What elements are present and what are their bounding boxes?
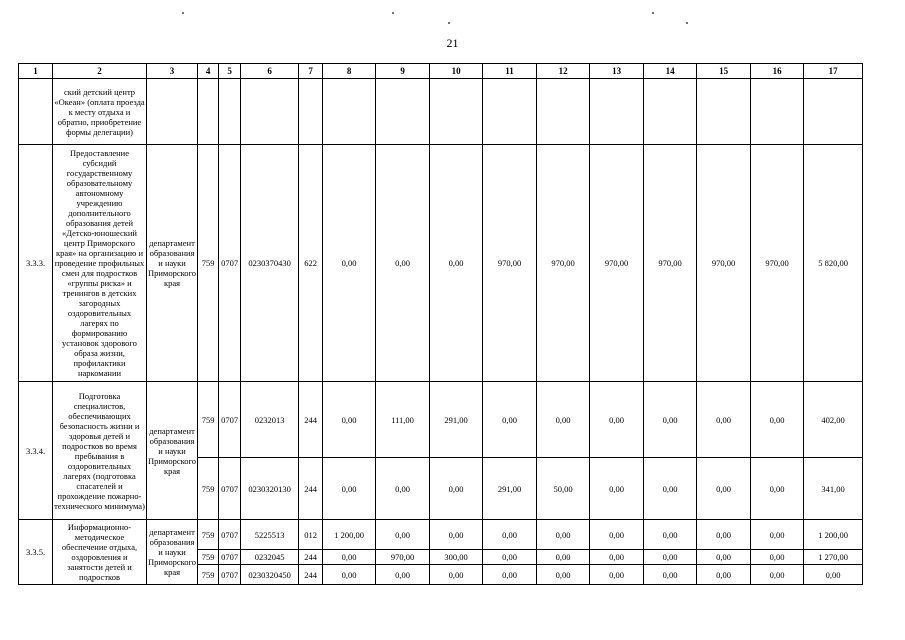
cell-vr: 244 bbox=[299, 458, 323, 520]
value-cell: 0,00 bbox=[483, 550, 537, 565]
value-cell: 0,00 bbox=[697, 458, 751, 520]
column-header: 1 bbox=[19, 64, 53, 79]
value-cell: 0,00 bbox=[697, 565, 751, 585]
cell-grbs: 759 bbox=[198, 520, 219, 550]
value-cell: 970,00 bbox=[483, 145, 537, 382]
value-cell: 0,00 bbox=[376, 458, 430, 520]
value-cell: 1 200,00 bbox=[323, 520, 376, 550]
scan-speck bbox=[686, 22, 688, 24]
value-cell: 1 200,00 bbox=[804, 520, 863, 550]
column-header: 16 bbox=[751, 64, 804, 79]
cell-csr: 0232045 bbox=[241, 550, 299, 565]
value-cell: 0,00 bbox=[590, 520, 644, 550]
value-cell: 0,00 bbox=[537, 382, 590, 458]
value-cell: 0,00 bbox=[483, 565, 537, 585]
value-cell: 0,00 bbox=[590, 565, 644, 585]
cell-grbs: 759 bbox=[198, 458, 219, 520]
value-cell: 0,00 bbox=[751, 458, 804, 520]
value-cell: 970,00 bbox=[590, 145, 644, 382]
item-code: 3.3.5. bbox=[19, 520, 53, 585]
scan-speck bbox=[182, 12, 184, 14]
value-cell: 291,00 bbox=[483, 458, 537, 520]
page-number: 21 bbox=[446, 36, 459, 50]
value-cell: 0,00 bbox=[804, 565, 863, 585]
cell-grbs: 759 bbox=[198, 565, 219, 585]
value-cell: 1 270,00 bbox=[804, 550, 863, 565]
item-code: 3.3.3. bbox=[19, 145, 53, 382]
cell-grbs: 759 bbox=[198, 382, 219, 458]
cell-vr: 244 bbox=[299, 382, 323, 458]
item-code: 3.3.4. bbox=[19, 382, 53, 520]
value-cell: 970,00 bbox=[537, 145, 590, 382]
cell-rzpr: 0707 bbox=[219, 145, 241, 382]
column-header: 12 bbox=[537, 64, 590, 79]
item-code bbox=[19, 79, 53, 145]
value-cell: 0,00 bbox=[537, 520, 590, 550]
value-cell: 0,00 bbox=[590, 382, 644, 458]
budget-table bbox=[18, 63, 863, 585]
value-cell: 0,00 bbox=[430, 145, 483, 382]
scan-speck bbox=[448, 22, 450, 24]
cell-vr: 622 bbox=[299, 145, 323, 382]
value-cell: 0,00 bbox=[430, 520, 483, 550]
value-cell: 0,00 bbox=[376, 520, 430, 550]
cell-csr: 0230320130 bbox=[241, 458, 299, 520]
value-cell: 0,00 bbox=[323, 145, 376, 382]
table-row bbox=[19, 520, 863, 550]
cell-grbs: 759 bbox=[198, 145, 219, 382]
table-row bbox=[19, 79, 863, 145]
value-cell: 970,00 bbox=[751, 145, 804, 382]
value-cell: 0,00 bbox=[430, 458, 483, 520]
cell-vr: 012 bbox=[299, 520, 323, 550]
column-header: 14 bbox=[644, 64, 697, 79]
value-cell: 0,00 bbox=[323, 458, 376, 520]
column-header: 3 bbox=[147, 64, 198, 79]
value-cell: 5 820,00 bbox=[804, 145, 863, 382]
value-cell: 50,00 bbox=[537, 458, 590, 520]
column-header: 11 bbox=[483, 64, 537, 79]
item-name: ский детский центр «Океан» (оплата проезда к месту отдыха и обратно, приобретение формы делегации) bbox=[53, 79, 147, 145]
table-row bbox=[19, 382, 863, 458]
value-cell: 0,00 bbox=[644, 520, 697, 550]
value-cell: 0,00 bbox=[697, 550, 751, 565]
header-row bbox=[19, 64, 863, 79]
value-cell: 970,00 bbox=[697, 145, 751, 382]
value-cell: 0,00 bbox=[751, 520, 804, 550]
item-name: Подготовка специалистов, обеспечивающих безопасность жизни и здоровья детей и подростков во время пребывания в оздоровительных лагерях (подготовка спасателей и прохождение пожарно-технического минимума) bbox=[53, 382, 147, 520]
cell-csr: 0232013 bbox=[241, 382, 299, 458]
cell-csr: 0230320450 bbox=[241, 565, 299, 585]
cell-rzpr: 0707 bbox=[219, 382, 241, 458]
item-name: Предоставление субсидий государственному образовательному автономному учреждению дополнительного образования детей «Детско-юношеский центр Приморского края» на организацию и проведение профильных смен для подростков «группы риска» и тренингов в детских загородных оздоровительных лагерях по формированию установок здорового образа жизни, профилактики наркомании bbox=[53, 145, 147, 382]
column-header: 8 bbox=[323, 64, 376, 79]
cell-rzpr: 0707 bbox=[219, 520, 241, 550]
value-cell: 0,00 bbox=[323, 565, 376, 585]
value-cell: 341,00 bbox=[804, 458, 863, 520]
scan-speck bbox=[392, 12, 394, 14]
column-header: 6 bbox=[241, 64, 299, 79]
scan-speck bbox=[652, 12, 654, 14]
cell-csr: 5225513 bbox=[241, 520, 299, 550]
value-cell: 0,00 bbox=[751, 565, 804, 585]
value-cell: 0,00 bbox=[644, 550, 697, 565]
value-cell: 291,00 bbox=[430, 382, 483, 458]
value-cell: 0,00 bbox=[644, 382, 697, 458]
value-cell: 0,00 bbox=[590, 550, 644, 565]
value-cell: 111,00 bbox=[376, 382, 430, 458]
value-cell: 0,00 bbox=[483, 382, 537, 458]
value-cell: 0,00 bbox=[697, 382, 751, 458]
column-header: 4 bbox=[198, 64, 219, 79]
cell-csr: 0230370430 bbox=[241, 145, 299, 382]
column-header: 13 bbox=[590, 64, 644, 79]
table-row bbox=[19, 145, 863, 382]
value-cell: 0,00 bbox=[430, 565, 483, 585]
item-name: Информационно-методическое обеспечение отдыха, оздоровления и занятости детей и подростков bbox=[53, 520, 147, 585]
value-cell: 0,00 bbox=[590, 458, 644, 520]
value-cell: 0,00 bbox=[376, 565, 430, 585]
value-cell: 0,00 bbox=[697, 520, 751, 550]
value-cell: 970,00 bbox=[644, 145, 697, 382]
cell-rzpr: 0707 bbox=[219, 565, 241, 585]
cell-rzpr: 0707 bbox=[219, 458, 241, 520]
column-header: 17 bbox=[804, 64, 863, 79]
column-header: 15 bbox=[697, 64, 751, 79]
value-cell: 402,00 bbox=[804, 382, 863, 458]
cell-rzpr: 0707 bbox=[219, 550, 241, 565]
department-cell bbox=[147, 79, 198, 145]
value-cell: 0,00 bbox=[537, 550, 590, 565]
column-header: 10 bbox=[430, 64, 483, 79]
value-cell: 0,00 bbox=[483, 520, 537, 550]
value-cell: 0,00 bbox=[323, 382, 376, 458]
column-header: 9 bbox=[376, 64, 430, 79]
department-cell: департамент образования и науки Приморского края bbox=[147, 145, 198, 382]
cell-grbs: 759 bbox=[198, 550, 219, 565]
value-cell: 0,00 bbox=[644, 458, 697, 520]
column-header: 7 bbox=[299, 64, 323, 79]
department-cell: департамент образования и науки Приморского края bbox=[147, 382, 198, 520]
department-cell: департамент образования и науки Приморского края bbox=[147, 520, 198, 585]
value-cell: 0,00 bbox=[751, 550, 804, 565]
column-header: 5 bbox=[219, 64, 241, 79]
value-cell: 0,00 bbox=[323, 550, 376, 565]
cell-vr: 244 bbox=[299, 550, 323, 565]
cell-vr: 244 bbox=[299, 565, 323, 585]
value-cell: 0,00 bbox=[376, 145, 430, 382]
value-cell: 0,00 bbox=[537, 565, 590, 585]
column-header: 2 bbox=[53, 64, 147, 79]
value-cell: 970,00 bbox=[376, 550, 430, 565]
value-cell: 0,00 bbox=[751, 382, 804, 458]
value-cell: 0,00 bbox=[644, 565, 697, 585]
value-cell: 300,00 bbox=[430, 550, 483, 565]
